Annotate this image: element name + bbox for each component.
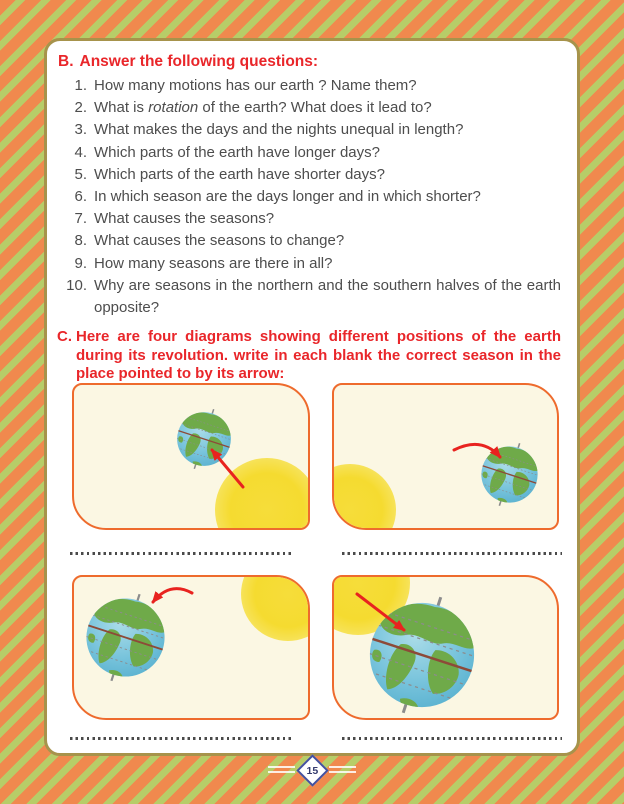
season-arrow-icon <box>334 577 559 720</box>
question-text-pre: Which parts of the earth have longer days? <box>94 143 380 161</box>
question-number: 10. <box>66 276 87 294</box>
question-text <box>94 97 563 119</box>
section-b-label: B. <box>58 53 74 70</box>
diagram-box-4 <box>332 575 559 720</box>
question-text <box>94 208 563 230</box>
question-text-pre: How many seasons are there in all? <box>94 254 333 272</box>
question-text <box>94 119 563 141</box>
question-text-pre: How many motions has our earth ? Name them? <box>94 77 417 94</box>
question-item <box>57 275 563 319</box>
season-arrow-icon <box>74 385 310 530</box>
question-text <box>94 230 563 252</box>
question-item <box>57 186 563 208</box>
question-item <box>57 75 563 97</box>
section-c-heading <box>57 328 563 384</box>
question-text <box>94 75 563 97</box>
question-text-pre: What causes the seasons to change? <box>94 232 345 250</box>
page-number: 15 <box>306 764 319 777</box>
answer-blank <box>342 552 562 555</box>
question-item <box>57 164 563 186</box>
question-number: 1. <box>74 77 87 94</box>
question-number: 3. <box>74 121 87 139</box>
question-item <box>57 119 563 141</box>
question-text-pre: Which parts of the earth have shorter days? <box>94 165 385 183</box>
answer-blank <box>70 737 293 740</box>
question-item <box>57 230 563 252</box>
section-b-title: Answer the following questions: <box>79 53 319 70</box>
question-number: 9. <box>74 254 87 272</box>
question-number: 5. <box>74 165 87 183</box>
diagram-box-2 <box>332 383 559 530</box>
question-number: 4. <box>74 143 87 161</box>
question-text-pre: What causes the seasons? <box>94 210 275 228</box>
answer-blank <box>70 552 293 555</box>
section-b-heading <box>58 51 563 72</box>
question-number: 2. <box>74 99 87 117</box>
diagram-grid <box>57 383 565 755</box>
question-text-pre: What makes the days and the nights unequal in length? <box>94 121 464 139</box>
season-arrow-icon <box>74 577 310 720</box>
season-arrow-icon <box>334 385 559 530</box>
page-number-left-ornament <box>268 766 295 773</box>
question-text-pre: Why are seasons in the northern and the southern halves of the earth opposite? <box>94 276 561 317</box>
question-number: 7. <box>74 210 87 228</box>
question-item <box>57 97 563 119</box>
question-item <box>57 253 563 275</box>
question-item <box>57 142 563 164</box>
question-text-italic: rotation <box>148 99 199 117</box>
question-text <box>94 253 563 275</box>
question-text <box>94 186 563 208</box>
question-item <box>57 208 563 230</box>
question-text-pre: What is <box>94 99 149 117</box>
question-list <box>57 75 563 319</box>
diagram-box-1 <box>72 383 310 530</box>
question-text <box>94 275 563 319</box>
question-number: 8. <box>74 232 87 250</box>
page-number-right-ornament <box>329 766 356 773</box>
section-c-label: C. <box>57 328 72 346</box>
section-c-title: Here are four diagrams showing different positions of the earth during its revolution. write in each blank the correct season in the place pointed to by its arrow: <box>76 328 561 383</box>
question-text-pre: In which season are the days longer and in which shorter? <box>94 188 481 206</box>
question-number: 6. <box>74 188 87 206</box>
question-text <box>94 164 563 186</box>
answer-blank <box>342 737 562 740</box>
question-text-post: of the earth? What does it lead to? <box>198 99 432 117</box>
question-text <box>94 142 563 164</box>
page-number-badge <box>296 754 329 787</box>
diagram-box-3 <box>72 575 310 720</box>
page-sheet <box>44 38 580 756</box>
